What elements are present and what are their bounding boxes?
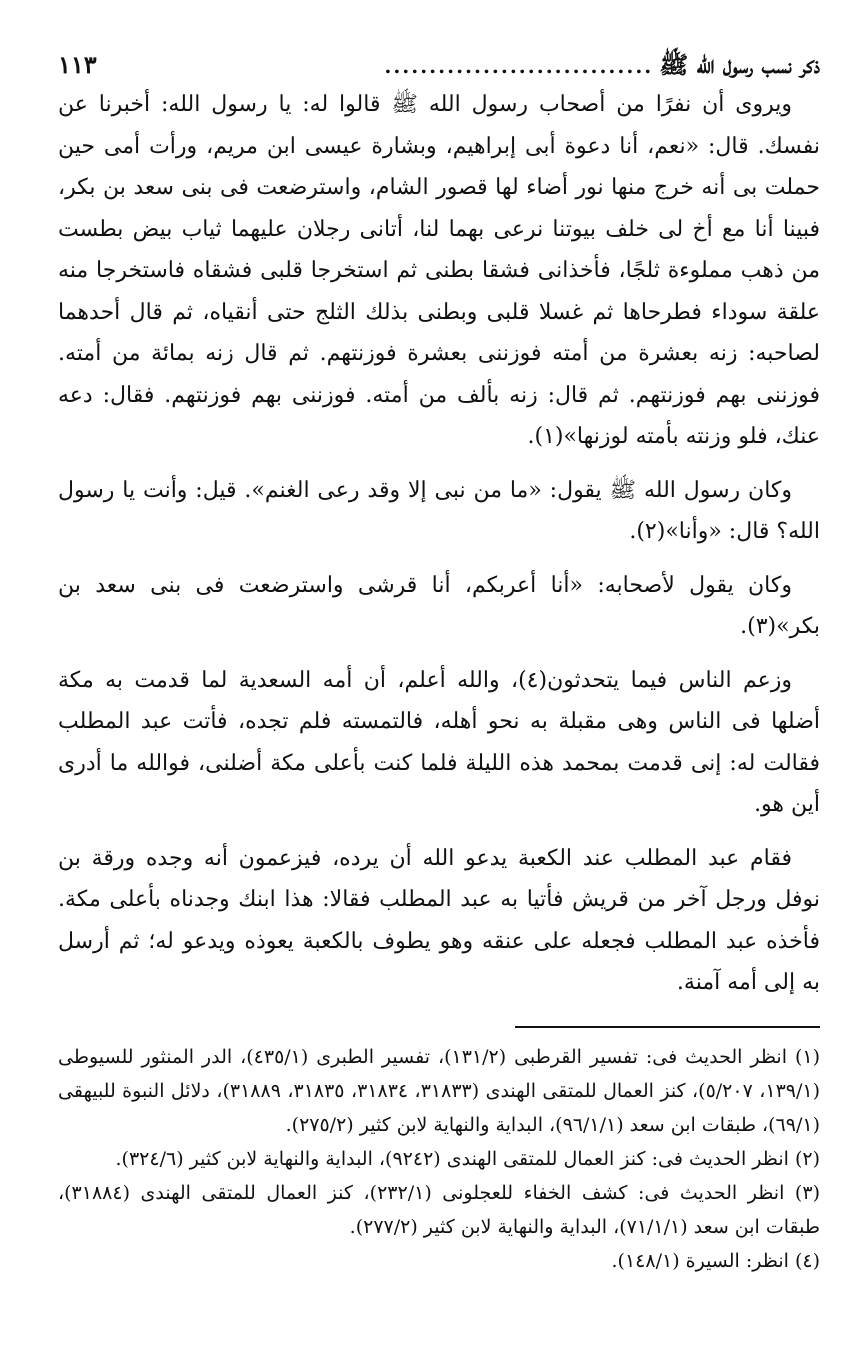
footnote-2: (٢) انظر الحديث فى: كنز العمال للمتقى الهندى (٩٢٤٢)، البداية والنهاية لابن كثير (٣٢٤/٦).	[115, 1147, 820, 1170]
footnote-4: (٤) انظر: السيرة (١٤٨/١).	[611, 1249, 820, 1272]
footnotes	[58, 1040, 820, 1278]
header-title: ذكر نسب رسول الله ﷺ	[659, 50, 820, 79]
paragraph-2: وكان رسول الله ﷺ يقول: «ما من نبى إلا وقد رعى الغنم». قيل: وأنت يا رسول الله؟ قال: «وأنا»(٢).	[58, 477, 820, 544]
page-number: ١١٣	[58, 50, 97, 79]
footnote-1: (١) انظر الحديث فى: تفسير القرطبى (١٣١/٢)، تفسير الطبرى (٤٣٥/١)، الدر المنثور للسيوطى (١٣٩/١، ٥/٢٠٧)، كنز العمال للمتقى الهندى (٣١٨٣٣، ٣١٨٣٤، ٣١٨٣٥، ٣١٨٨٩)، دلائل النبوة للبيهقى (٦٩/١)، طبقات ابن سعد (٩٦/١/١)، البداية والنهاية لابن كثير (٢٧٥/٢).	[58, 1045, 821, 1136]
book-page	[58, 50, 820, 1278]
header-dot-leader: ..............................	[384, 54, 654, 78]
paragraph-1: ويروى أن نفرًا من أصحاب رسول الله ﷺ قالوا له: يا رسول الله: أخبرنا عن نفسك. قال: «نعم، أنا دعوة أبى إبراهيم، وبشارة عيسى ابن مريم، ورأت أمى حين حملت بى أنه خرج منها نور أضاء لها قصور الشام، واسترضعت فى بنى سعد بن بكر، فبينا أنا مع أخ لى خلف بيوتنا نرعى بهما لنا، أتانى رجلان عليهما ثياب بيض بطست من ذهب مملوءة ثلجًا، فأخذانى فشقا بطنى ثم استخرجا قلبى فشقاه فاستخرجا منه علقة سوداء فطرحاها ثم غسلا قلبى وبطنى بذلك الثلج حتى أنقياه، ثم قال أحدهما لصاحبه: زنه بعشرة من أمته فوزننى بعشرة فوزنتهم. ثم قال زنه بمائة من أمته. فوزننى بهم فوزنتهم. ثم قال: زنه بألف من أمته. فوزننى بهم فوزنتهم. فقال: دعه عنك، فلو وزنته بأمته لوزنها»(١).	[58, 92, 820, 449]
footnote-separator	[515, 1026, 820, 1028]
footnote-3: (٣) انظر الحديث فى: كشف الخفاء للعجلونى (٢٣٢/١)، كنز العمال للمتقى الهندى (٣١٨٨٤)، طبقات ابن سعد (٧١/١/١)، البداية والنهاية لابن كثير (٢٧٧/٢).	[58, 1181, 820, 1238]
paragraph-4: وزعم الناس فيما يتحدثون(٤)، والله أعلم، أن أمه السعدية لما قدمت به مكة أضلها فى الناس وهى مقبلة به نحو أهله، فالتمسته فلم تجده، فأتت عبد المطلب فقالت له: إنى قدمت بمحمد هذه الليلة فلما كنت بأعلى مكة أضلنى، فوالله ما أدرى أين هو.	[58, 667, 820, 817]
running-header	[58, 50, 820, 84]
paragraph-5: فقام عبد المطلب عند الكعبة يدعو الله أن يرده، فيزعمون أنه وجده ورقة بن نوفل ورجل آخر من قريش فأتيا به عبد المطلب فقالا: هذا ابنك وجدناه بأعلى مكة. فأخذه عبد المطلب فجعله على عنقه وهو يطوف بالكعبة يعوذه ويدعو له؛ ثم أرسل به إلى أمه آمنة.	[58, 845, 820, 995]
paragraph-3: وكان يقول لأصحابه: «أنا أعربكم، أنا قرشى واسترضعت فى بنى سعد بن بكر»(٣).	[58, 572, 820, 639]
